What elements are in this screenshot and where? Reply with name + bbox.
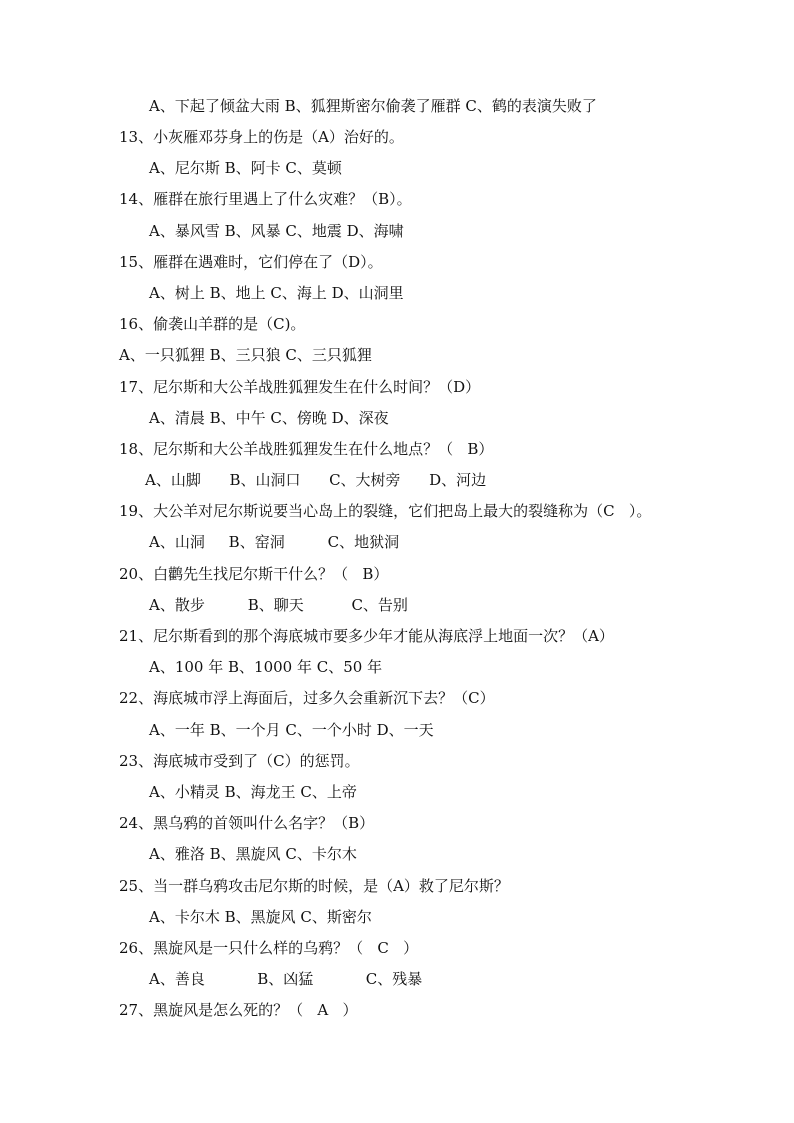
question-16: 16、偷袭山羊群的是（C)。 (119, 315, 306, 333)
option-line-26: A、善良 B、凶猛 C、残暴 (149, 970, 423, 988)
option-line-13: A、尼尔斯 B、阿卡 C、莫顿 (149, 159, 342, 177)
option-line-16: A、一只狐狸 B、三只狼 C、三只狐狸 (119, 346, 372, 364)
option-line-25: A、卡尔木 B、黑旋风 C、斯密尔 (149, 908, 372, 926)
question-18: 18、尼尔斯和大公羊战胜狐狸发生在什么地点？（ B） (119, 440, 494, 458)
question-27: 27、黑旋风是怎么死的？（ A ） (119, 1001, 358, 1019)
option-line-18: A、山脚 B、山洞口 C、大树旁 D、河边 (145, 471, 487, 489)
option-line-22: A、一年 B、一个月 C、一个小时 D、一天 (149, 721, 434, 739)
option-line-23: A、小精灵 B、海龙王 C、上帝 (149, 783, 357, 801)
question-23: 23、海底城市受到了（C）的惩罚。 (119, 752, 360, 770)
option-line-19: A、山洞 B、窑洞 C、地狱洞 (149, 533, 400, 551)
question-22: 22、海底城市浮上海面后，过多久会重新沉下去？（C） (119, 689, 495, 707)
question-20: 20、白鹳先生找尼尔斯干什么？（ B） (119, 565, 389, 583)
question-13: 13、小灰雁邓芬身上的伤是（A）治好的。 (119, 128, 404, 146)
question-17: 17、尼尔斯和大公羊战胜狐狸发生在什么时间？（D） (119, 378, 481, 396)
question-14: 14、雁群在旅行里遇上了什么灾难？（B）。 (119, 190, 412, 208)
question-24: 24、黑乌鸦的首领叫什么名字？（B） (119, 814, 375, 832)
option-line-15: A、树上 B、地上 C、海上 D、山洞里 (149, 284, 404, 302)
question-15: 15、雁群在遇难时，它们停在了（D）。 (119, 253, 383, 271)
option-line-12: A、下起了倾盆大雨 B、狐狸斯密尔偷袭了雁群 C、鹤的表演失败了 (149, 97, 597, 115)
question-19: 19、大公羊对尼尔斯说要当心岛上的裂缝，它们把岛上最大的裂缝称为（C ）。 (119, 502, 652, 520)
option-line-14: A、暴风雪 B、风暴 C、地震 D、海啸 (149, 222, 404, 240)
option-line-21: A、100 年 B、1000 年 C、50 年 (149, 658, 383, 676)
question-26: 26、黑旋风是一只什么样的乌鸦？（ C ） (119, 939, 419, 957)
question-25: 25、当一群乌鸦攻击尼尔斯的时候，是（A）救了尼尔斯？ (119, 877, 509, 895)
option-line-24: A、雅洛 B、黑旋风 C、卡尔木 (149, 845, 357, 863)
question-21: 21、尼尔斯看到的那个海底城市要多少年才能从海底浮上地面一次？（A） (119, 627, 614, 645)
option-line-20: A、散步 B、聊天 C、告别 (149, 596, 408, 614)
option-line-17: A、清晨 B、中午 C、傍晚 D、深夜 (149, 409, 389, 427)
